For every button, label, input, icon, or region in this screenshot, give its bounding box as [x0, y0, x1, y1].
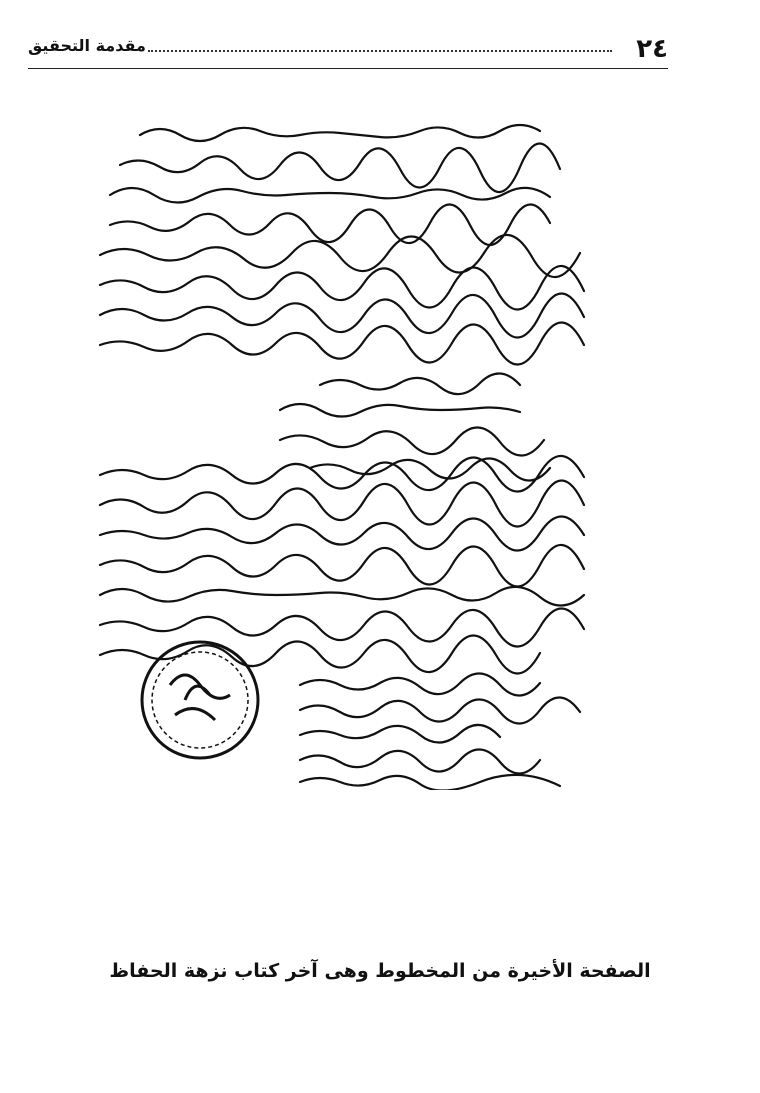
figure-caption: الصفحة الأخيرة من المخطوط وهى آخر كتاب نزهة الحفاظ: [109, 960, 651, 982]
section-title: مقدمة التحقيق: [28, 36, 146, 55]
manuscript-handwriting: [80, 110, 660, 790]
header-dot-leader: [148, 50, 612, 52]
page-header: [28, 30, 668, 70]
page-number: ٢٤: [636, 34, 668, 64]
manuscript-image: [80, 110, 660, 790]
header-divider: [28, 68, 668, 69]
seal-stamp-icon: [142, 642, 258, 758]
